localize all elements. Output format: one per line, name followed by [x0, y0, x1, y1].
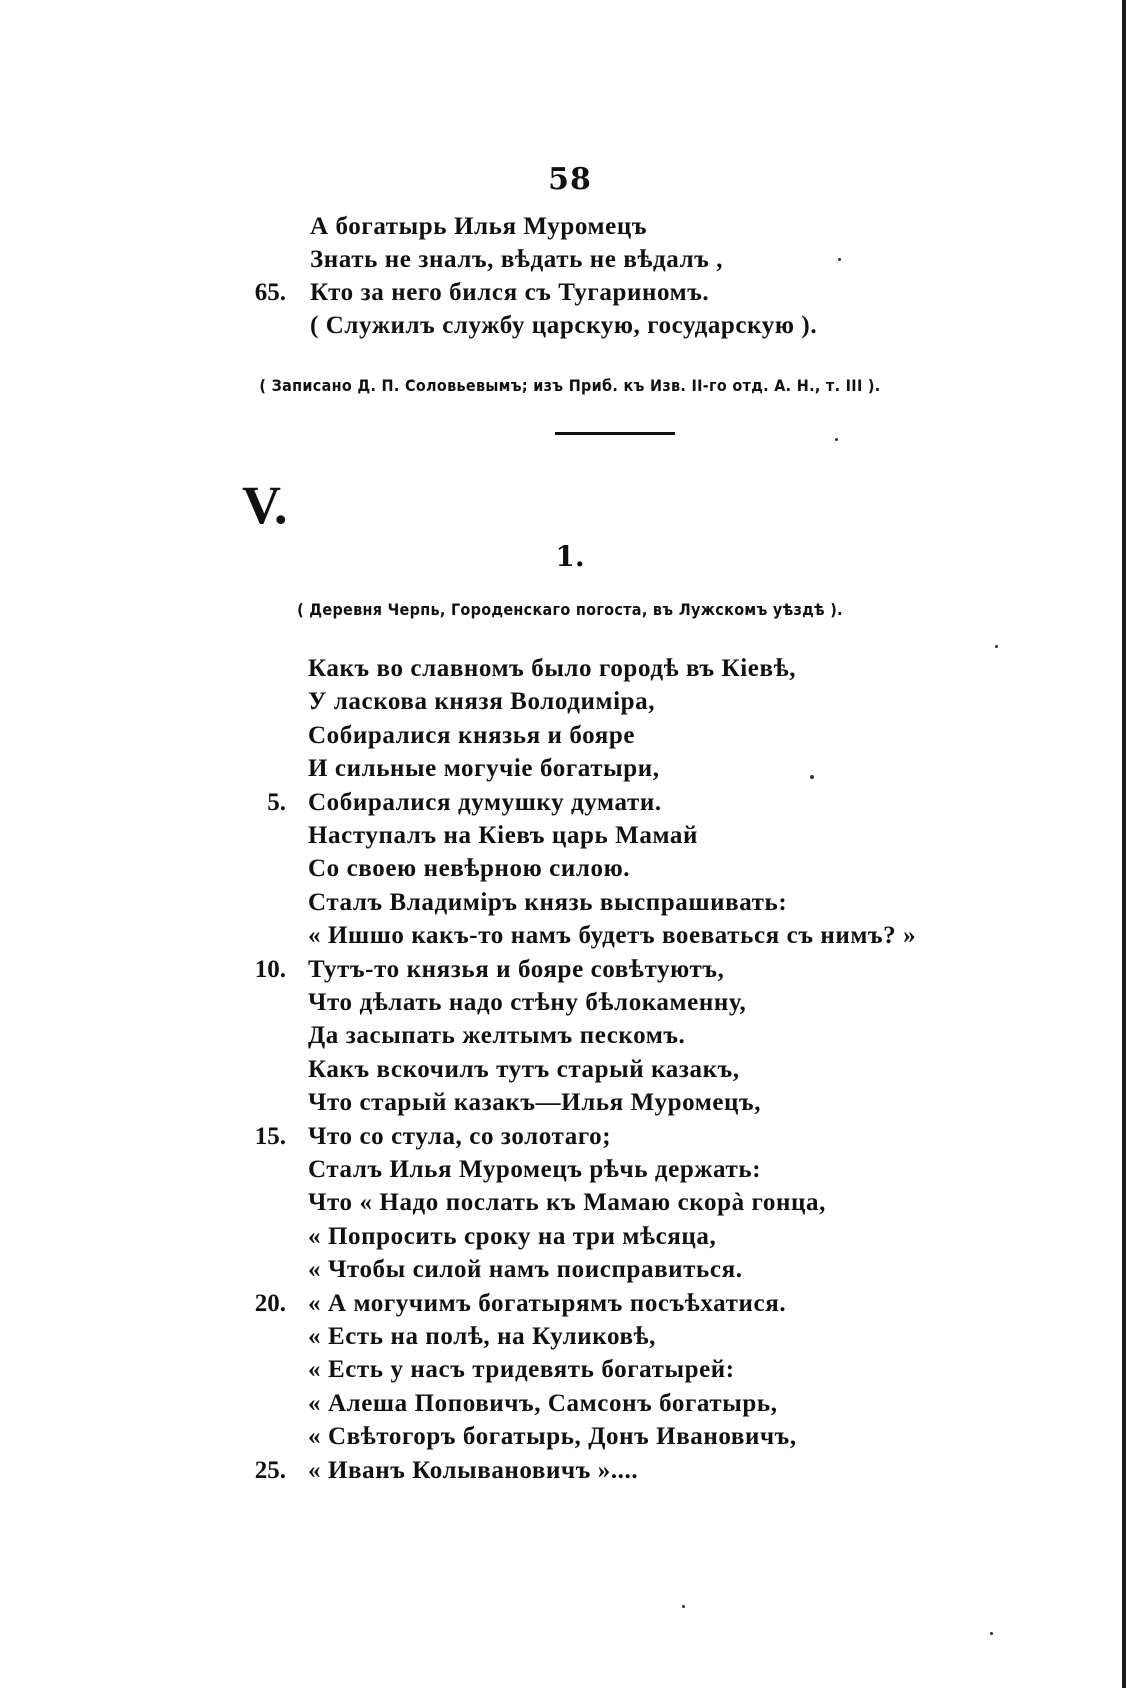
verse-line: Что старый казакъ—Илья Муромецъ,: [308, 1089, 762, 1117]
print-speck: [810, 775, 814, 779]
print-speck: [995, 645, 998, 648]
verse-line: « Свѣтогоръ богатырь, Донъ Ивановичъ,: [308, 1423, 797, 1451]
verse-line: « Иванъ Колывановичъ »....: [308, 1456, 639, 1484]
verse-line: « Есть на полѣ, на Куликовѣ,: [308, 1323, 657, 1350]
verse-line: Сталъ Илья Муромецъ рѣчь держать:: [308, 1156, 762, 1183]
verse-line: А богатырь Илья Муромецъ: [310, 213, 648, 240]
line-number: 5.: [267, 788, 286, 816]
line-number: 25.: [254, 1456, 286, 1484]
verse-line: Какъ во славномъ было городѣ въ Кіевѣ,: [308, 655, 797, 682]
print-speck: [990, 1632, 993, 1635]
verse-line: Тутъ-то князья и бояре совѣтуютъ,: [308, 955, 725, 983]
verse-line: Наступалъ на Кіевъ царь Мамай: [308, 822, 699, 849]
section-divider: [555, 432, 675, 435]
verse-line: « Чтобы силой намъ поисправиться.: [308, 1256, 743, 1284]
line-number: 10.: [254, 955, 286, 983]
verse-line: У ласкова князя Володиміра,: [308, 688, 656, 716]
verse-line: « Ишшо какъ-то намъ будетъ воеваться съ нимъ? »: [308, 922, 917, 950]
verse-line: « Алеша Поповичъ, Самсонъ богатырь,: [308, 1389, 778, 1417]
print-speck: [835, 438, 838, 441]
line-number: 20.: [254, 1289, 286, 1317]
verse-line: Что со стула, со золотаго;: [308, 1122, 612, 1150]
page-number: 58: [548, 162, 592, 197]
verse-line: Да засыпать желтымъ пескомъ.: [308, 1022, 686, 1050]
subsection-number: 1.: [555, 540, 585, 573]
verse-line: Собиралися князья и бояре: [308, 721, 636, 749]
verse-line: « Попросить сроку на три мѣсяца,: [308, 1222, 717, 1250]
verse-line: ( Служилъ службу царскую, государскую ).: [310, 312, 818, 339]
verse-line: Со своею невѣрною силою.: [308, 855, 631, 883]
verse-line: Собиралися думушку думати.: [308, 788, 662, 816]
location-note: ( Деревня Черпь, Городенскаго погоста, въ Лужскомъ уѣздѣ ).: [297, 600, 843, 619]
source-note: ( Записано Д. П. Соловьевымъ; изъ Приб. къ Изв. II-го отд. А. Н., т. III ).: [259, 376, 881, 395]
print-speck: [838, 258, 841, 261]
verse-line: « Есть у насъ тридевять богатырей:: [308, 1356, 735, 1384]
verse-line: Знать не зналъ, вѣдать не вѣдалъ ,: [310, 246, 724, 273]
verse-line: Сталъ Владиміръ князь выспрашивать:: [308, 888, 788, 916]
verse-line: Какъ вскочилъ тутъ старый казакъ,: [308, 1055, 740, 1083]
section-numeral: V.: [242, 475, 288, 535]
page-edge-line: [1122, 0, 1126, 1688]
line-number: 15.: [254, 1122, 286, 1150]
print-speck: [682, 1605, 685, 1608]
verse-line: Кто за него бился съ Тугариномъ.: [310, 279, 710, 306]
verse-line: И сильные могучіе богатыри,: [308, 755, 660, 783]
verse-line: « А могучимъ богатырямъ посъѣхатися.: [308, 1289, 787, 1317]
verse-line: Что дѣлать надо стѣну бѣлокаменну,: [308, 989, 747, 1016]
verse-line: Что « Надо послать къ Мамаю скорà гонца,: [308, 1189, 826, 1217]
line-number: 65.: [254, 279, 286, 306]
